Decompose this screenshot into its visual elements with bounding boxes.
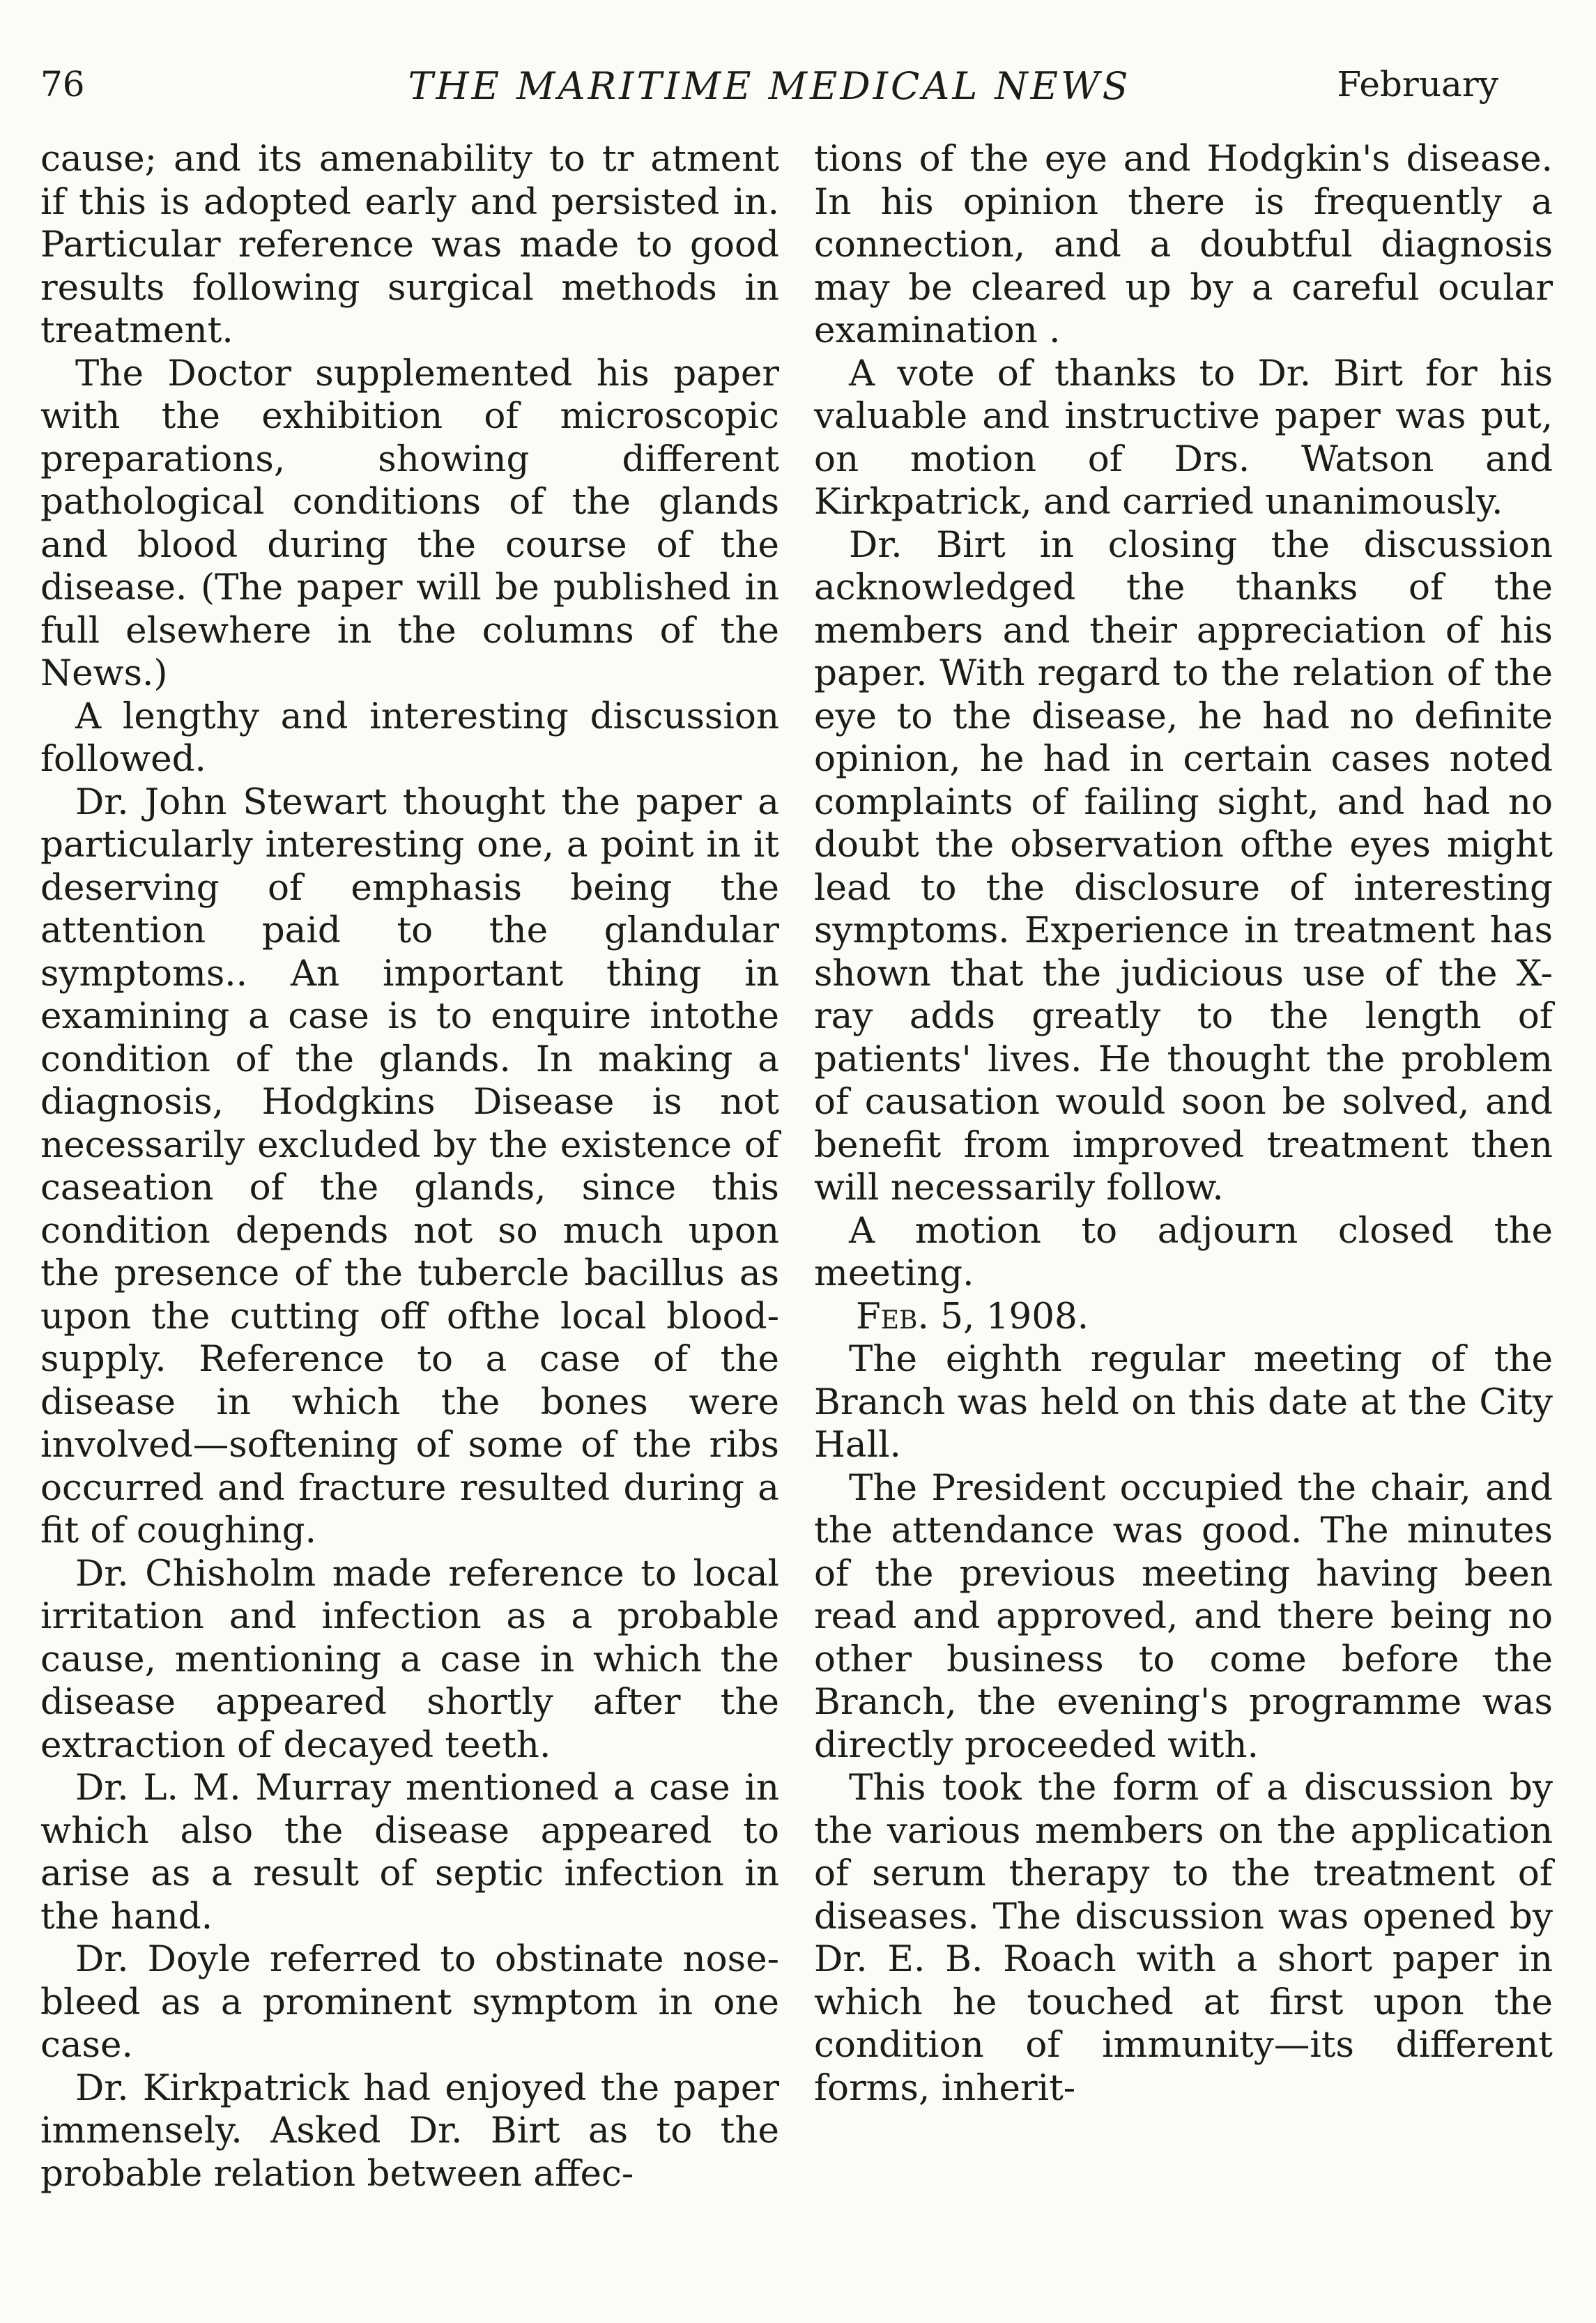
paragraph: The eighth regular meeting of the Branch was held on this date at the City Hall. bbox=[814, 1338, 1553, 1466]
paragraph: Dr. Birt in closing the discussion acknowledged the thanks of the members and their appreciation of his paper. With regard to the relation of the eye to the disease, he had no definite opinion, he had in certain cases noted complaints of failing sight, and had no doubt the observation ofthe eyes might lead to the disclosure of interesting symptoms. Experience in treatment has shown that the judicious use of the X-ray adds greatly to the length of patients' lives. He thought the problem of causation would soon be solved, and benefit from improved treatment then will necessarily follow. bbox=[814, 523, 1553, 1209]
paragraph: cause; and its amenability to tr atment if this is adopted early and persisted in. Particular reference was made to good results following surgical methods in treatment. bbox=[40, 138, 779, 351]
journal-title: THE MARITIME MEDICAL NEWS bbox=[408, 64, 1131, 108]
page-number: 76 bbox=[40, 64, 85, 105]
paragraph: Dr. Doyle referred to obstinate nose-bleed as a prominent symptom in one case. bbox=[40, 1938, 779, 2066]
paragraph: The President occupied the chair, and the attendance was good. The minutes of the previous meeting having been read and approved, and there being no other business to come before the Branch, the evening's programme was directly proceeded with. bbox=[814, 1466, 1553, 1766]
meeting-date: Feb. 5, 1908. bbox=[856, 1295, 1089, 1337]
running-header bbox=[40, 64, 1498, 120]
paragraph: A motion to adjourn closed the meeting. bbox=[814, 1209, 1553, 1294]
paragraph: Dr. Kirkpatrick had enjoyed the paper immensely. Asked Dr. Birt as to the probable relation between affec- bbox=[40, 2067, 779, 2195]
paragraph: Dr. Chisholm made reference to local irritation and infection as a probable cause, mentioning a case in which the disease appeared shortly after the extraction of decayed teeth. bbox=[40, 1552, 779, 1766]
right-column bbox=[814, 138, 1553, 2110]
paragraph: The Doctor supplemented his paper with the exhibition of microscopic preparations, showing different pathological conditions of the glands and blood during the course of the disease. (The paper will be published in full elsewhere in the columns of the News.) bbox=[40, 352, 779, 694]
left-column bbox=[40, 138, 779, 2195]
paragraph: A vote of thanks to Dr. Birt for his valuable and instructive paper was put, on motion of Drs. Watson and Kirkpatrick, and carried unanimously. bbox=[814, 352, 1553, 523]
paragraph: Dr. John Stewart thought the paper a particularly interesting one, a point in it deserving of emphasis being the attention paid to the glandular symptoms.. An important thing in examining a case is to enquire intothe condition of the glands. In making a diagnosis, Hodgkins Disease is not necessarily excluded by the existence of caseation of the glands, since this condition depends not so much upon the presence of the tubercle bacillus as upon the cutting off ofthe local blood-supply. Reference to a case of the disease in which the bones were involved—softening of some of the ribs occurred and fracture resulted during a fit of coughing. bbox=[40, 781, 779, 1551]
paragraph: A lengthy and interesting discussion followed. bbox=[40, 695, 779, 780]
paragraph: This took the form of a discussion by the various members on the application of serum therapy to the treatment of diseases. The discussion was opened by Dr. E. B. Roach with a short paper in which he touched at first upon the condition of immunity—its different forms, inherit- bbox=[814, 1767, 1553, 2109]
issue-month: February bbox=[1337, 64, 1498, 105]
paragraph: Dr. L. M. Murray mentioned a case in which also the disease appeared to arise as a result of septic infection in the hand. bbox=[40, 1767, 779, 1938]
paragraph: tions of the eye and Hodgkin's disease. In his opinion there is frequently a connection, and a doubtful diagnosis may be cleared up by a careful ocular examination . bbox=[814, 138, 1553, 351]
